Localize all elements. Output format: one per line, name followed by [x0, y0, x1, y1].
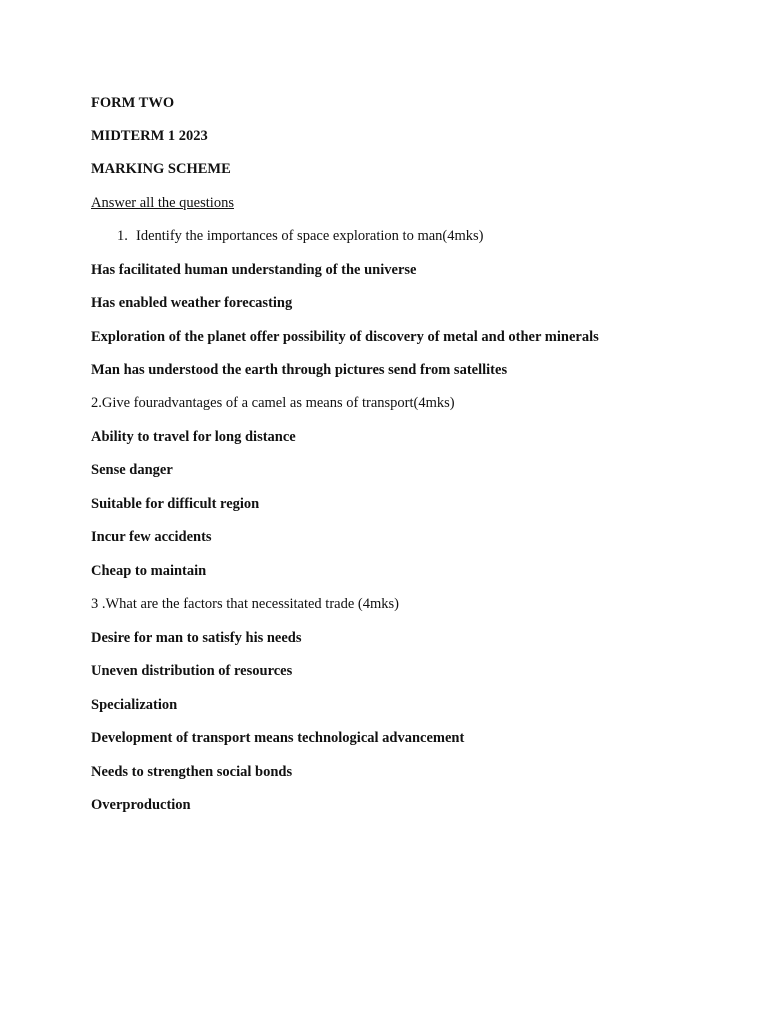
form-heading: FORM TWO — [91, 95, 175, 111]
answer-item: Suitable for difficult region — [91, 496, 260, 512]
question-1-text: Identify the importances of space exploration to man(4mks) — [136, 228, 484, 244]
instruction-text: Answer all the questions — [91, 195, 234, 211]
answer-item: Exploration of the planet offer possibility of discovery of metal and other minerals — [91, 329, 599, 345]
question-1 — [117, 227, 484, 245]
answer-item: Has enabled weather forecasting — [91, 295, 293, 311]
marking-scheme-heading: MARKING SCHEME — [91, 161, 231, 177]
question-1-number: 1. — [117, 228, 128, 244]
answer-item: Cheap to maintain — [91, 563, 207, 579]
exam-heading: MIDTERM 1 2023 — [91, 128, 208, 144]
answer-item: Incur few accidents — [91, 529, 212, 545]
answer-item: Overproduction — [91, 797, 191, 813]
answer-item: Needs to strengthen social bonds — [91, 764, 293, 780]
answer-item: Ability to travel for long distance — [91, 429, 296, 445]
answer-item: Sense danger — [91, 462, 173, 478]
answer-item: Man has understood the earth through pictures send from satellites — [91, 362, 508, 378]
answer-item: Specialization — [91, 697, 178, 713]
answer-item: Uneven distribution of resources — [91, 663, 293, 679]
answer-item: Has facilitated human understanding of the universe — [91, 262, 417, 278]
answer-item: Desire for man to satisfy his needs — [91, 630, 302, 646]
answer-item: Development of transport means technological advancement — [91, 730, 465, 746]
question-3: 3 .What are the factors that necessitated trade (4mks) — [91, 596, 399, 612]
question-2: 2.Give fouradvantages of a camel as means of transport(4mks) — [91, 395, 455, 411]
